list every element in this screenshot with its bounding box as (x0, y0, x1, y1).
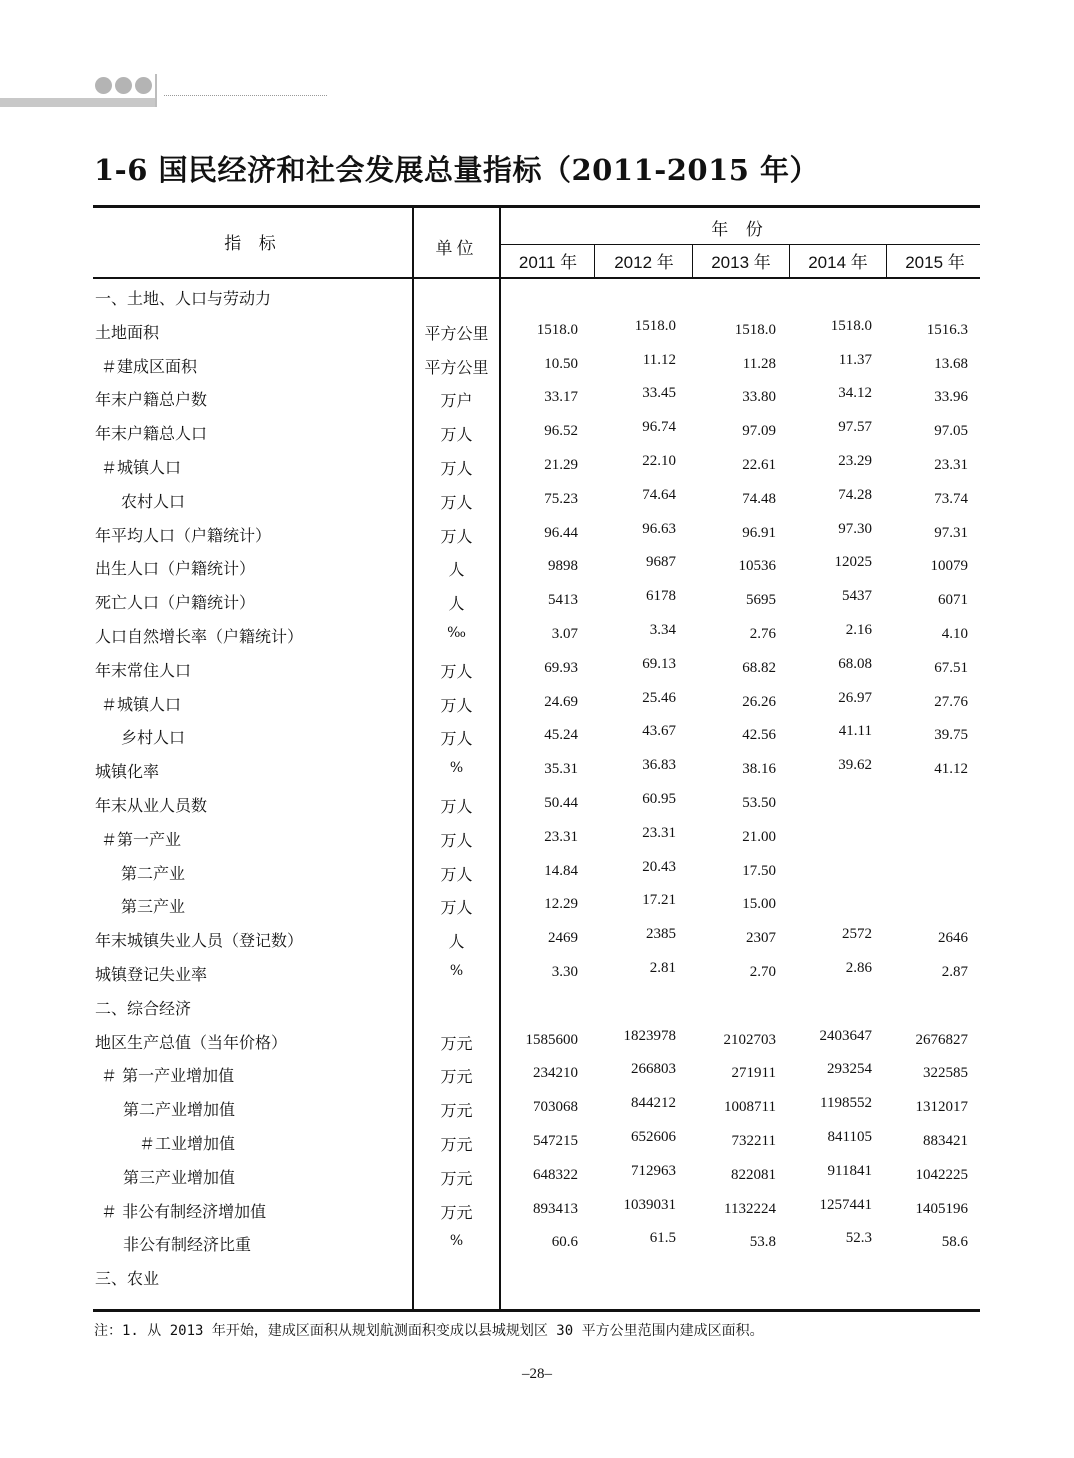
row-unit: 平方公里 (424, 357, 489, 377)
cell-value: 69.93 (544, 659, 578, 676)
cell-value: 6178 (646, 588, 676, 605)
cell-value: 41.12 (934, 761, 968, 778)
table-row (93, 517, 980, 551)
cell-value: 1518.0 (830, 317, 872, 334)
cell-value: 1585600 (525, 1031, 578, 1048)
cell-value: 96.63 (642, 520, 676, 537)
table-row (93, 381, 980, 415)
cell-value: 893413 (533, 1200, 578, 1217)
row-unit: 万元 (440, 1101, 473, 1121)
cell-value: 2.16 (845, 622, 872, 638)
cell-value: 14.84 (544, 862, 578, 879)
cell-value: 1042225 (915, 1166, 968, 1183)
cell-value: 3.30 (551, 964, 578, 980)
row-label: ＃城镇人口 (101, 458, 182, 477)
cell-value: 68.08 (838, 655, 872, 672)
table-header-rule (93, 277, 980, 279)
cell-value: 45.24 (544, 727, 578, 744)
cell-value: 1039031 (623, 1196, 676, 1213)
cell-value: 2102703 (723, 1031, 776, 1048)
cell-value: 266803 (631, 1061, 676, 1078)
cell-value: 2.76 (749, 626, 776, 642)
header-year-group: 年 份 (711, 220, 769, 240)
cell-value: 1518.0 (634, 317, 676, 334)
cell-value: 1198552 (820, 1095, 872, 1112)
cell-value: 1132224 (724, 1200, 776, 1217)
cell-value: 1823978 (623, 1027, 676, 1044)
table-top-rule (93, 205, 980, 208)
header-year: 2011 年 (518, 253, 578, 272)
cell-value: 844212 (631, 1095, 676, 1112)
cell-value: 34.12 (838, 385, 872, 402)
header-year: 2012 年 (614, 253, 674, 272)
row-unit: 万人 (440, 526, 473, 546)
cell-value: 2469 (548, 930, 578, 947)
cell-value: 20.43 (642, 858, 676, 875)
row-label: 年末户籍总户数 (95, 390, 208, 410)
row-label: ＃第一产业 (101, 829, 182, 849)
table-row (93, 1159, 980, 1193)
data-table (93, 205, 980, 1313)
row-unit: % (449, 760, 464, 777)
cell-value: 2307 (746, 930, 776, 947)
table-row (93, 1193, 980, 1227)
cell-value: 12025 (834, 554, 872, 571)
cell-value: 68.82 (742, 659, 776, 676)
row-label: 年末常住人口 (95, 660, 192, 680)
row-label: ＃城镇人口 (101, 694, 182, 714)
row-unit: 万人 (440, 492, 473, 512)
row-label: 二、综合经济 (95, 998, 192, 1018)
cell-value: 24.69 (544, 693, 578, 710)
cell-value: 11.37 (838, 351, 872, 368)
cell-value: 58.6 (941, 1234, 968, 1251)
row-label: ＃ 第一产业增加值 (101, 1066, 235, 1086)
cell-value: 61.5 (649, 1230, 676, 1247)
cell-value: 75.23 (544, 490, 578, 507)
cell-value: 13.68 (934, 355, 968, 372)
cell-value: 2.81 (649, 960, 676, 976)
header-year: 2014 年 (808, 253, 868, 272)
table-row (93, 1091, 980, 1125)
row-unit: 人 (448, 932, 465, 952)
table-row (93, 415, 980, 449)
cell-value: 97.57 (838, 419, 872, 436)
row-label: ＃ 非公有制经济增加值 (101, 1201, 267, 1221)
header-dotted-line (164, 95, 327, 96)
section-row (93, 280, 980, 314)
cell-value: 322585 (923, 1065, 968, 1082)
table-row (93, 1024, 980, 1058)
cell-value: 822081 (731, 1166, 776, 1183)
row-label: 人口自然增长率（户籍统计） (95, 627, 304, 646)
row-unit: 人 (448, 560, 465, 580)
row-unit: % (449, 963, 464, 979)
cell-value: 74.64 (642, 486, 676, 503)
cell-value: 2.87 (941, 964, 968, 980)
cell-value: 2676827 (915, 1031, 968, 1048)
cell-value: 712963 (631, 1162, 676, 1179)
cell-value: 3.34 (649, 622, 676, 638)
cell-value: 3.07 (551, 626, 578, 642)
page-title: 1-6 国民经济和社会发展总量指标（2011-2015 年） (94, 153, 820, 187)
cell-value: 39.62 (838, 757, 872, 774)
cell-value: 1518.0 (734, 321, 776, 338)
table-row (93, 584, 980, 618)
header-unit: 单位 (435, 239, 478, 259)
cell-value: 26.97 (838, 689, 872, 706)
cell-value: 35.31 (544, 761, 578, 778)
cell-value: 33.45 (642, 385, 676, 402)
row-unit: ‰ (447, 625, 466, 641)
cell-value: 2572 (842, 926, 872, 943)
table-row (93, 1226, 980, 1260)
cell-value: 97.09 (742, 423, 776, 440)
cell-value: 12.29 (544, 896, 578, 913)
row-unit: 万人 (440, 797, 473, 816)
table-row (93, 956, 980, 990)
cell-value: 60.6 (551, 1234, 578, 1251)
table-row (93, 652, 980, 686)
cell-value: 73.74 (934, 490, 968, 507)
cell-value: 36.83 (642, 757, 676, 774)
row-label: 第三产业增加值 (123, 1167, 236, 1187)
row-unit: 万人 (440, 830, 473, 850)
row-label: 三、农业 (95, 1269, 160, 1289)
table-row (93, 787, 980, 821)
row-unit: 万人 (440, 898, 473, 918)
row-label: 土地面积 (95, 322, 160, 342)
cell-value: 22.61 (742, 457, 776, 473)
cell-value: 74.28 (838, 486, 872, 503)
cell-value: 547215 (533, 1133, 578, 1149)
row-unit: 万元 (440, 1135, 473, 1154)
header-dots-icon (95, 77, 152, 94)
table-row (93, 1057, 980, 1091)
cell-value: 33.80 (742, 389, 776, 406)
cell-value: 11.28 (742, 355, 776, 372)
cell-value: 841105 (827, 1129, 872, 1145)
cell-value: 23.31 (934, 457, 968, 473)
cell-value: 10079 (930, 558, 968, 575)
cell-value: 42.56 (742, 727, 776, 744)
cell-value: 271911 (731, 1065, 776, 1082)
cell-value: 10536 (738, 558, 776, 575)
cell-value: 96.91 (742, 524, 776, 541)
row-label: 城镇登记失业率 (95, 965, 208, 984)
cell-value: 41.11 (838, 723, 872, 740)
row-label: 第三产业 (121, 897, 186, 917)
cell-value: 1312017 (915, 1099, 968, 1116)
row-label: ＃工业增加值 (139, 1134, 236, 1153)
row-unit: 万元 (440, 1202, 473, 1222)
cell-value: 97.30 (838, 520, 872, 537)
cell-value: 25.46 (642, 689, 676, 706)
cell-value: 234210 (533, 1065, 578, 1082)
cell-value: 2646 (938, 930, 968, 947)
cell-value: 6071 (938, 592, 968, 609)
table-row (93, 483, 980, 517)
cell-value: 911841 (827, 1162, 872, 1179)
table-row (93, 550, 980, 584)
cell-value: 33.96 (934, 389, 968, 406)
cell-value: 5413 (548, 592, 578, 609)
cell-value: 2403647 (819, 1027, 872, 1044)
row-label: 非公有制经济比重 (123, 1235, 252, 1255)
row-label: 地区生产总值（当年价格） (95, 1032, 288, 1052)
row-label: 年平均人口（户籍统计） (95, 525, 272, 545)
cell-value: 43.67 (642, 723, 676, 740)
cell-value: 23.31 (642, 824, 676, 841)
cell-value: 96.74 (642, 419, 676, 436)
row-label: ＃建成区面积 (101, 356, 198, 376)
cell-value: 39.75 (934, 727, 968, 744)
row-unit: 万人 (440, 695, 473, 715)
cell-value: 21.29 (544, 457, 578, 473)
row-unit: 万人 (440, 425, 473, 445)
cell-value: 22.10 (642, 453, 676, 469)
cell-value: 2.86 (845, 960, 872, 976)
table-row (93, 821, 980, 855)
row-unit: 万人 (440, 459, 473, 478)
table-row (93, 922, 980, 956)
table-row (93, 1125, 980, 1159)
cell-value: 33.17 (544, 389, 578, 406)
cell-value: 9687 (646, 554, 676, 571)
page-number: –28– (522, 1366, 552, 1382)
row-label: 第二产业 (121, 863, 186, 883)
cell-value: 648322 (533, 1166, 578, 1183)
table-row (93, 348, 980, 382)
row-label: 年末从业人员数 (95, 796, 208, 815)
row-unit: 万元 (440, 1168, 473, 1188)
row-label: 农村人口 (121, 491, 186, 511)
cell-value: 9898 (548, 558, 578, 575)
cell-value: 883421 (923, 1133, 968, 1149)
cell-value: 1518.0 (536, 321, 578, 338)
row-unit: 平方公里 (424, 323, 489, 343)
row-unit: 万人 (440, 864, 473, 884)
row-label: 年末城镇失业人员（登记数） (95, 931, 304, 951)
section-row (93, 1260, 980, 1294)
table-bottom-rule (93, 1309, 980, 1312)
cell-value: 53.8 (749, 1234, 776, 1251)
row-unit: 万元 (440, 1033, 473, 1053)
cell-value: 74.48 (742, 490, 776, 507)
row-label: 一、土地、人口与劳动力 (95, 289, 272, 308)
cell-value: 10.50 (544, 355, 578, 372)
year-header-rule (500, 244, 980, 245)
row-unit: 人 (448, 594, 465, 614)
cell-value: 4.10 (941, 626, 968, 642)
table-row (93, 449, 980, 483)
cell-value: 38.16 (742, 761, 776, 778)
cell-value: 2.70 (749, 964, 776, 980)
cell-value: 1008711 (724, 1099, 776, 1116)
cell-value: 1257441 (819, 1196, 872, 1213)
row-unit: 万元 (440, 1067, 473, 1087)
cell-value: 60.95 (642, 791, 676, 807)
cell-value: 732211 (731, 1133, 776, 1149)
table-row (93, 719, 980, 753)
table-row (93, 753, 980, 787)
cell-value: 26.26 (742, 693, 776, 710)
row-unit: % (449, 1233, 464, 1250)
cell-value: 96.52 (544, 423, 578, 440)
row-label: 第二产业增加值 (123, 1100, 236, 1120)
cell-value: 21.00 (742, 828, 776, 845)
cell-value: 5695 (746, 592, 776, 609)
header-year: 2015 年 (905, 253, 965, 272)
table-row (93, 314, 980, 348)
cell-value: 96.44 (544, 524, 578, 541)
cell-value: 52.3 (845, 1230, 872, 1247)
cell-value: 11.12 (642, 351, 676, 368)
cell-value: 67.51 (934, 659, 968, 676)
row-label: 出生人口（户籍统计） (95, 559, 256, 579)
table-row (93, 686, 980, 720)
cell-value: 27.76 (934, 693, 968, 710)
cell-value: 2385 (646, 926, 676, 943)
cell-value: 1516.3 (926, 321, 968, 338)
cell-value: 1405196 (915, 1200, 968, 1217)
header-year: 2013 年 (711, 253, 771, 272)
cell-value: 23.29 (838, 453, 872, 469)
cell-value: 17.21 (642, 892, 676, 909)
row-unit: 万户 (440, 391, 473, 411)
cell-value: 23.31 (544, 828, 578, 845)
cell-value: 703068 (533, 1099, 578, 1116)
cell-value: 652606 (631, 1129, 676, 1145)
table-row (93, 618, 980, 652)
cell-value: 50.44 (544, 795, 578, 811)
cell-value: 293254 (827, 1061, 872, 1078)
cell-value: 69.13 (642, 655, 676, 672)
row-label: 乡村人口 (121, 728, 186, 748)
cell-value: 17.50 (742, 862, 776, 879)
cell-value: 97.05 (934, 423, 968, 440)
header-indicator: 指 标 (224, 234, 282, 254)
row-label: 城镇化率 (95, 762, 160, 782)
row-label: 年末户籍总人口 (95, 424, 208, 444)
row-label: 死亡人口（户籍统计） (95, 593, 256, 613)
table-row (93, 888, 980, 922)
row-unit: 万人 (440, 729, 473, 749)
cell-value: 53.50 (742, 795, 776, 811)
cell-value: 5437 (842, 588, 872, 605)
header-divider (155, 74, 157, 107)
section-row (93, 990, 980, 1024)
table-row (93, 855, 980, 889)
cell-value: 97.31 (934, 524, 968, 541)
header-bar (0, 98, 155, 107)
row-unit: 万人 (440, 661, 473, 681)
cell-value: 15.00 (742, 896, 776, 913)
footnote: 注：1. 从 2013 年开始，建成区面积从规划航测面积变成以县城规划区 30 平方公里范围内建成区面积。 (94, 1323, 764, 1339)
